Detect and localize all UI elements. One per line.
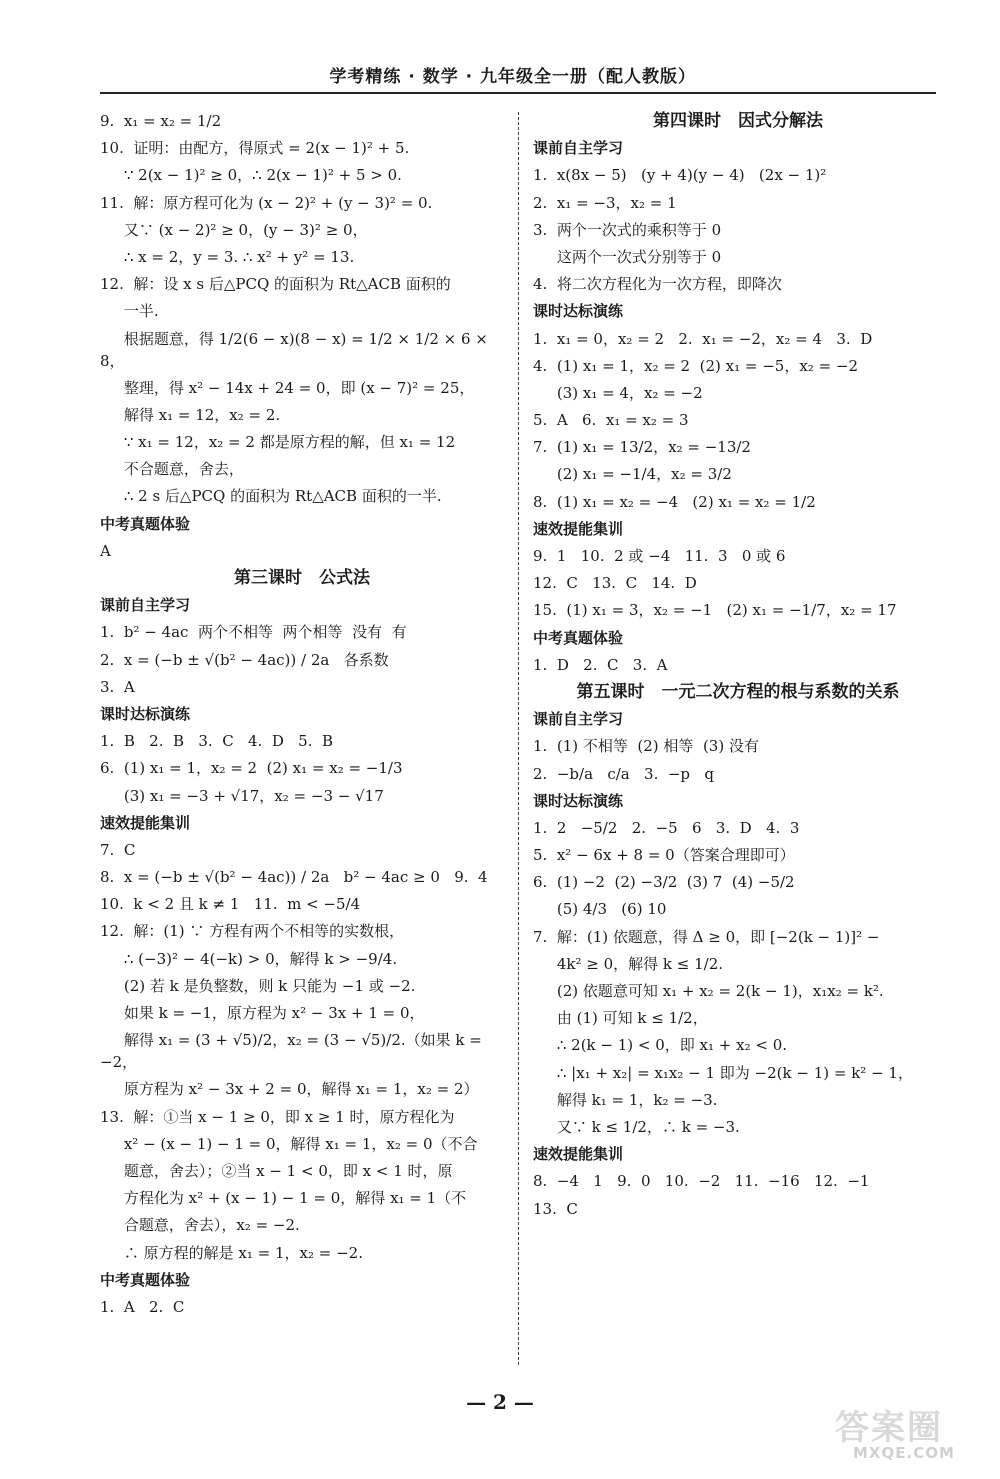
answer-line: 又∵ k ≤ 1/2，∴ k = −3. xyxy=(533,1117,740,1136)
answer-line: 如果 k = −1，原方程为 x² − 3x + 1 = 0， xyxy=(100,1004,425,1022)
answer-line: 8. x = (−b ± √(b² − 4ac)) / 2a b² − 4ac ≥ 0 9. 4 xyxy=(100,868,488,887)
answer-line: 8. (1) x₁ = x₂ = −4 (2) x₁ = x₂ = 1/2 xyxy=(533,492,816,511)
answer-line: 根据题意，得 1/2(6 − x)(8 − x) = 1/2 × 1/2 × 6 × 8， xyxy=(100,329,493,370)
section-heading: 中考真题体验 xyxy=(100,514,191,533)
lesson-title: 第三课时 公式法 xyxy=(234,568,370,588)
answer-line: ∴ 原方程的解是 x₁ = 1，x₂ = −2. xyxy=(100,1243,363,1262)
answer-line: 3. 两个一次式的乘积等于 0 xyxy=(533,220,722,239)
section-heading: 课前自主学习 xyxy=(100,596,191,615)
section-heading: 速效提能集训 xyxy=(100,813,191,832)
answer-line: 9. x₁ = x₂ = 1/2 xyxy=(100,112,222,130)
answer-line: 解得 x₁ = (3 + √5)/2，x₂ = (3 − √5)/2.（如果 k = −2， xyxy=(100,1031,487,1072)
answer-line: ∴ 2(k − 1) < 0，即 x₁ + x₂ < 0. xyxy=(533,1036,788,1055)
answer-line: 13. 解：①当 x − 1 ≥ 0，即 x ≥ 1 时，原方程化为 xyxy=(100,1107,455,1126)
header-title: 学考精练 · 数学 · 九年级全一册（配人教版） xyxy=(329,67,696,87)
answer-line: 解得 x₁ = 12，x₂ = 2. xyxy=(100,405,281,424)
answer-line: 整理，得 x² − 14x + 24 = 0，即 (x − 7)² = 25， xyxy=(100,378,475,397)
answer-line: 4. (1) x₁ = 1，x₂ = 2 (2) x₁ = −5，x₂ = −2 xyxy=(533,356,859,375)
page-header xyxy=(100,54,936,94)
answer-line: (2) 依题意可知 x₁ + x₂ = 2(k − 1)，x₁x₂ = k². xyxy=(533,982,884,1000)
answer-line: 7. 解：(1) 依题意，得 Δ ≥ 0，即 [−2(k − 1)]² − xyxy=(533,927,880,946)
answer-line: 5. A 6. x₁ = x₂ = 3 xyxy=(533,411,689,430)
answer-line: x² − (x − 1) − 1 = 0，解得 x₁ = 1，x₂ = 0（不合 xyxy=(100,1134,478,1153)
answer-line: 一半. xyxy=(100,302,159,321)
answer-line: (2) x₁ = −1/4，x₂ = 3/2 xyxy=(533,465,732,484)
answer-line: 1. x(8x − 5) (y + 4)(y − 4) (2x − 1)² xyxy=(533,166,827,185)
answer-line: (3) x₁ = 4，x₂ = −2 xyxy=(533,383,703,402)
answer-line: ∴ x = 2，y = 3. ∴ x² + y² = 13. xyxy=(100,247,355,266)
lesson-title: 第四课时 因式分解法 xyxy=(653,111,823,131)
answer-line: 10. 证明：由配方，得原式 = 2(x − 1)² + 5. xyxy=(100,139,410,158)
answer-line: (5) 4/3 (6) 10 xyxy=(533,900,667,919)
answer-line: 题意，舍去）；②当 x − 1 < 0，即 x < 1 时，原 xyxy=(100,1161,453,1180)
answer-line: 12. C 13. C 14. D xyxy=(533,574,697,593)
answer-line: (2) 若 k 是负整数，则 k 只能为 −1 或 −2. xyxy=(100,976,416,995)
page-number: — 2 — xyxy=(466,1390,534,1414)
answer-line: 2. −b/a c/a 3. −p q xyxy=(533,764,714,783)
right-column xyxy=(533,110,943,1225)
answer-line: 由 (1) 可知 k ≤ 1/2， xyxy=(533,1009,708,1028)
answer-line: 1. b² − 4ac 两个不相等 两个相等 没有 有 xyxy=(100,623,407,642)
answer-line: 1. A 2. C xyxy=(100,1297,185,1316)
watermark-text: 答案圈 xyxy=(835,1408,943,1448)
lesson-title: 第五课时 一元二次方程的根与系数的关系 xyxy=(576,681,900,702)
answer-line: 11. 解：原方程可化为 (x − 2)² + (y − 3)² = 0. xyxy=(100,193,433,212)
answer-line: 3. A xyxy=(100,677,135,696)
answer-line: 1. (1) 不相等 (2) 相等 (3) 没有 xyxy=(533,737,759,756)
answer-line: 合题意，舍去），x₂ = −2. xyxy=(100,1216,300,1235)
answer-line: 9. 1 10. 2 或 −4 11. 3 0 或 6 xyxy=(533,547,786,565)
column-divider xyxy=(518,112,519,1365)
answer-line: 解得 k₁ = 1，k₂ = −3. xyxy=(533,1090,718,1109)
answer-line: (3) x₁ = −3 + √17，x₂ = −3 − √17 xyxy=(100,786,384,805)
answer-line: 5. x² − 6x + 8 = 0（答案合理即可） xyxy=(533,846,795,865)
answer-line: 4. 将二次方程化为一次方程，即降次 xyxy=(533,275,782,294)
answer-line: ∴ 2 s 后△PCQ 的面积为 Rt△ACB 面积的一半. xyxy=(100,487,442,506)
answer-line: 12. 解：(1) ∵ 方程有两个不相等的实数根， xyxy=(100,922,405,941)
section-heading: 课时达标演练 xyxy=(533,791,624,810)
section-heading: 课时达标演练 xyxy=(100,704,191,723)
section-heading: 课时达标演练 xyxy=(533,302,624,321)
answer-line: 1. D 2. C 3. A xyxy=(533,655,668,674)
answer-line: 又∵ (x − 2)² ≥ 0，(y − 3)² ≥ 0， xyxy=(100,220,368,239)
section-heading: 速效提能集训 xyxy=(533,519,624,538)
answer-line: 15. (1) x₁ = 3，x₂ = −1 (2) x₁ = −1/7，x₂ = 17 xyxy=(533,601,897,620)
answer-line: ∵ x₁ = 12，x₂ = 2 都是原方程的解，但 x₁ = 12 xyxy=(100,433,456,452)
answer-line: 方程化为 x² + (x − 1) − 1 = 0，解得 x₁ = 1（不 xyxy=(100,1189,467,1208)
answer-line: 10. k < 2 且 k ≠ 1 11. m < −5/4 xyxy=(100,895,361,914)
answer-line: ∴ (−3)² − 4(−k) > 0，解得 k > −9/4. xyxy=(100,949,398,968)
answer-line: 1. 2 −5/2 2. −5 6 3. D 4. 3 xyxy=(533,818,800,837)
answer-line: 8. −4 1 9. 0 10. −2 11. −16 12. −1 xyxy=(533,1172,870,1191)
watermark-logo xyxy=(835,1400,985,1470)
section-heading: 中考真题体验 xyxy=(533,628,624,647)
answer-line: 6. (1) −2 (2) −3/2 (3) 7 (4) −5/2 xyxy=(533,873,795,892)
answer-line: 1. x₁ = 0，x₂ = 2 2. x₁ = −2，x₂ = 4 3. D xyxy=(533,329,873,348)
section-heading: 课前自主学习 xyxy=(533,139,624,158)
answer-line: 2. x = (−b ± √(b² − 4ac)) / 2a 各系数 xyxy=(100,650,389,669)
answer-line: 原方程为 x² − 3x + 2 = 0，解得 x₁ = 1，x₂ = 2） xyxy=(100,1080,479,1099)
watermark-url: MXQE.COM xyxy=(853,1444,955,1462)
answer-line: 6. (1) x₁ = 1，x₂ = 2 (2) x₁ = x₂ = −1/3 xyxy=(100,759,403,778)
answer-line: 不合题意，舍去， xyxy=(100,460,244,479)
answer-line: 13. C xyxy=(533,1199,578,1218)
section-heading: 课前自主学习 xyxy=(533,710,624,729)
answer-line: A xyxy=(100,541,111,560)
answer-line: 1. B 2. B 3. C 4. D 5. B xyxy=(100,732,334,751)
answer-line: 12. 解：设 x s 后△PCQ 的面积为 Rt△ACB 面积的 xyxy=(100,275,451,294)
answer-line: 4k² ≥ 0，解得 k ≤ 1/2. xyxy=(533,954,724,973)
answer-line: ∵ 2(x − 1)² ≥ 0，∴ 2(x − 1)² + 5 > 0. xyxy=(100,166,402,185)
answer-line: 这两个一次式分别等于 0 xyxy=(533,247,722,266)
answer-line: 7. (1) x₁ = 13/2，x₂ = −13/2 xyxy=(533,438,751,457)
answer-line: ∴ |x₁ + x₂| = x₁x₂ − 1 即为 −2(k − 1) = k² − 1， xyxy=(533,1063,913,1082)
section-heading: 速效提能集训 xyxy=(533,1145,624,1164)
answer-line: 2. x₁ = −3，x₂ = 1 xyxy=(533,193,677,212)
section-heading: 中考真题体验 xyxy=(100,1270,191,1289)
answer-line: 7. C xyxy=(100,840,136,859)
left-column xyxy=(100,110,504,1323)
